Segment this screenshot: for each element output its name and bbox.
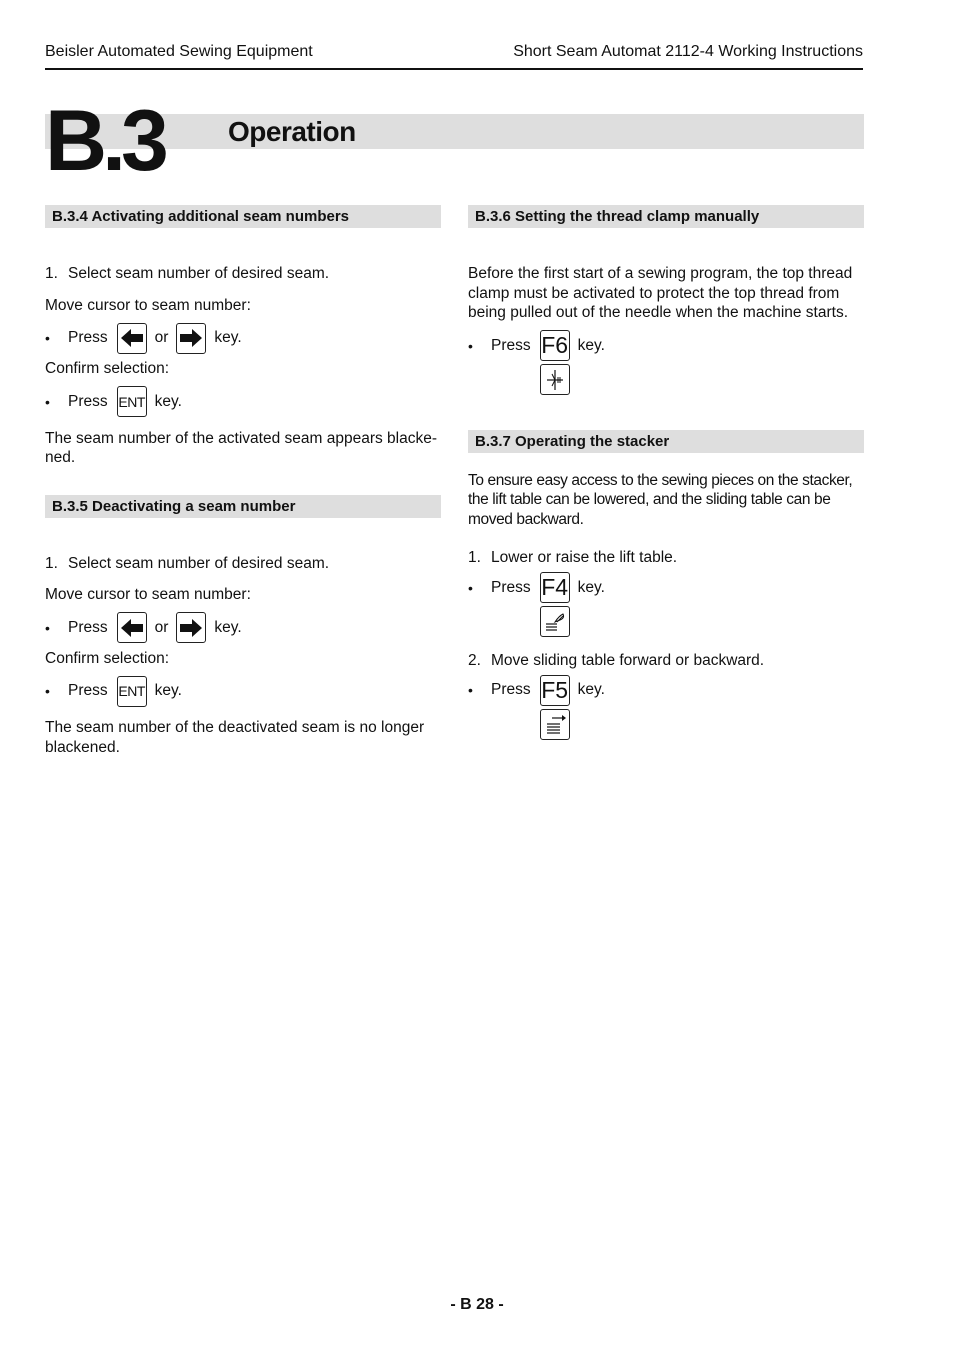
f5-key: F5 [540,675,570,706]
press-row [45,611,441,645]
result-text: The seam number of the activated seam appears blacke-ned. [45,429,438,466]
press-row [45,674,441,708]
left-arrow-key-icon [117,323,147,354]
icon-key-row [468,363,864,397]
step-number: 2. [468,651,481,669]
press-label: Press [68,682,108,699]
instruction-text: Confirm selection: [45,360,170,377]
step-number: 1. [45,265,58,282]
bullet: • [45,330,50,346]
chapter-number: B.3 [45,93,164,189]
chapter-title: Operation [228,116,356,147]
instruction-text: Move cursor to seam number: [45,296,251,314]
press-row [468,329,864,363]
thread-clamp-icon [540,364,570,395]
key-label: key. [577,578,605,596]
press-row [45,321,441,355]
step-text: Select seam number of desired seam. [68,265,330,282]
bullet: • [468,337,473,354]
bullet: • [468,579,473,596]
f4-key: F4 [540,572,570,603]
page-header-left: Beisler Automated Sewing Equipment [45,43,313,60]
result-text: The seam number of the deactivated seam is no longer blackened. [45,719,425,756]
header-rule [45,68,863,70]
press-label: Press [68,329,108,346]
bullet: • [468,682,473,698]
or-label: or [154,618,169,636]
right-arrow-key-icon [176,612,206,643]
step-text: Lower or raise the lift table. [491,549,678,566]
section-heading: B.3.7 Operating the stacker [468,430,864,453]
step [45,554,441,574]
intro-text: Before the first start of a sewing program, the top thread clamp must be activated to protect the top thread from being pulled out of the needle when the machine starts. [468,265,853,321]
step-number: 1. [45,554,58,572]
right-arrow-key-icon [176,323,206,354]
step-number: 1. [468,549,481,566]
step-text: Move sliding table forward or backward. [491,651,765,669]
press-row [468,673,864,707]
bullet: • [45,393,50,410]
step [468,548,864,568]
ent-key: ENT [117,386,147,417]
icon-key-row [468,605,864,639]
key-label: key. [154,392,182,410]
step-text: Select seam number of desired seam. [68,554,330,572]
bullet: • [45,683,50,699]
press-label: Press [68,392,108,410]
section-heading: B.3.5 Deactivating a seam number [45,495,441,518]
press-row [468,571,864,605]
page-number: - B 28 - [450,1296,504,1313]
right-column [468,205,864,741]
sliding-table-icon [540,709,570,740]
press-label: Press [491,578,531,596]
left-column [45,205,441,757]
step [45,264,441,284]
press-label: Press [491,336,531,354]
instruction-text: Move cursor to seam number: [45,586,251,603]
f6-key: F6 [540,330,570,361]
press-label: Press [491,681,531,698]
key-label: key. [577,681,605,698]
press-label: Press [68,618,108,636]
key-label: key. [214,618,242,636]
key-label: key. [577,336,605,354]
page-header-right: Short Seam Automat 2112-4 Working Instructions [513,43,863,60]
intro-text: To ensure easy access to the sewing pieces on the stacker, the lift table can be lowered, and the sliding table can be moved backward. [468,471,853,528]
lift-table-icon [540,606,570,637]
section-heading: B.3.6 Setting the thread clamp manually [468,205,864,228]
or-label: or [154,329,169,346]
bullet: • [45,619,50,636]
key-label: key. [154,682,182,699]
key-label: key. [214,329,242,346]
instruction-text: Confirm selection: [45,649,170,667]
section-heading: B.3.4 Activating additional seam numbers [45,205,441,228]
left-arrow-key-icon [117,612,147,643]
icon-key-row [468,707,864,741]
press-row [45,385,441,419]
step [468,651,864,671]
chapter-band [45,114,864,149]
ent-key: ENT [117,676,147,707]
